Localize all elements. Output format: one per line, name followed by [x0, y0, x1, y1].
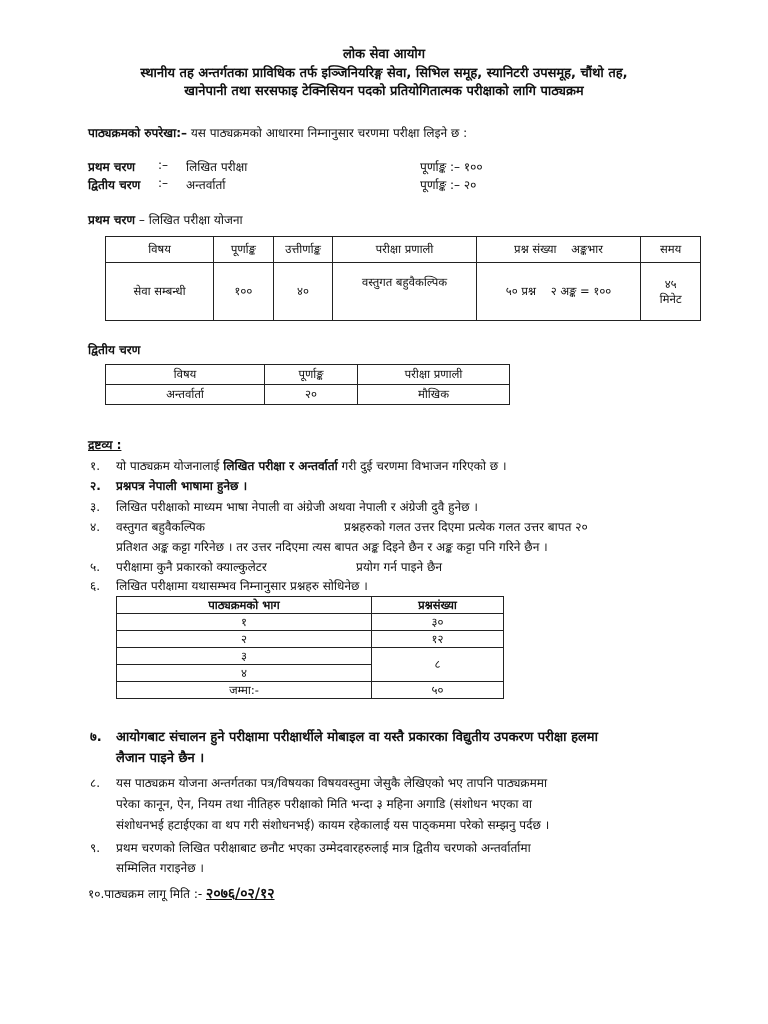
outline-text: यस पाठ्यक्रमको आधारमा निम्नानुसार चरणमा परीक्षा लिइने छ :: [190, 126, 468, 140]
note3: लिखित परीक्षाको माध्यम भाषा नेपाली वा अंग्रेजी अथवा नेपाली र अंग्रेजी दुवै हुनेछ ।: [116, 500, 478, 514]
cell-time: [641, 263, 701, 321]
note9-line1: प्रथम चरणको लिखित परीक्षाबाट छनौट भएका उम्मेदवारहरुलाई मात्र द्वितीय चरणको अन्तर्वार्तामा: [116, 841, 531, 855]
cell-subject: अन्तर्वार्ता: [106, 385, 265, 405]
cell-part: ४: [117, 665, 372, 682]
header-line-2: स्थानीय तह अन्तर्गतका प्राविधिक तर्फ इञ्जिनियरिङ्ग सेवा, सिभिल समूह, स्यानिटरी उपसमूह, चौंथो तह,: [140, 66, 628, 81]
note2: प्रश्नपत्र नेपाली भाषामा हुनेछ ।: [116, 479, 248, 493]
phase2-name: अन्तर्वार्ता: [186, 178, 226, 192]
note7-num: ७.: [90, 730, 102, 745]
table-row: [117, 631, 504, 648]
cell-part: २: [117, 631, 372, 648]
note5-part-b: प्रयोग गर्न पाइने छैन: [356, 560, 443, 574]
note9-num: ९.: [90, 841, 101, 855]
phase1-label: प्रथम चरण: [88, 160, 136, 174]
cell-questions: ५० प्रश्न: [505, 284, 537, 298]
phase2-heading: द्वितीय चरण: [88, 343, 141, 357]
phase2-sep: :–: [158, 176, 169, 190]
header-title: लोक सेवा आयोग: [342, 47, 426, 62]
col-questions-weight: [476, 237, 641, 263]
col-subject: विषय: [106, 237, 214, 263]
cell-full: २०: [265, 385, 358, 405]
phase1-marks: पूर्णाङ्क :– १००: [420, 160, 483, 174]
cell-count: ३०: [372, 614, 504, 631]
table-row: [106, 385, 510, 405]
col-question-count: प्रश्नसंख्या: [372, 597, 504, 614]
table-header-row: [117, 597, 504, 614]
cell-questions-weight: [476, 263, 641, 321]
cell-time-value: ४५: [664, 276, 677, 291]
cell-subject: सेवा सम्बन्धी: [106, 263, 214, 321]
table-row: [117, 648, 504, 665]
col-full-marks: पूर्णाङ्क: [265, 365, 358, 385]
phase1-heading: [88, 211, 243, 228]
note1-num: १.: [90, 459, 101, 473]
col-exam-system: परीक्षा प्रणाली: [358, 365, 510, 385]
note1-post: गरी दुई चरणमा विभाजन गरिएको छ ।: [341, 459, 507, 473]
col-subject: विषय: [106, 365, 265, 385]
note5-part-a: परीक्षामा कुनै प्रकारको क्याल्कुलेटर: [116, 560, 267, 574]
phase2-table: [105, 364, 510, 405]
note3-num: ३.: [90, 500, 101, 514]
cell-part: ३: [117, 648, 372, 665]
note4-part-c: प्रतिशत अङ्क कट्टा गरिनेछ । तर उत्तर नदिएमा त्यस बापत अङ्क दिइने छैन र अङ्क कट्टा पनि गरिने छैन ।: [116, 540, 548, 554]
table-row: [117, 614, 504, 631]
cell-system: मौखिक: [358, 385, 510, 405]
phase1-heading-sub: – लिखित परीक्षा योजना: [138, 213, 243, 227]
header-line-3: खानेपानी तथा सरसफाइ टेक्निसियन पदको प्रतियोगितात्मक परीक्षाको लागि पाठ्यक्रम: [184, 84, 584, 99]
note7-line2: लैजान पाइने छैन ।: [116, 751, 205, 766]
col-syllabus-part: पाठ्यक्रमको भाग: [117, 597, 372, 614]
cell-pass: ४०: [273, 263, 333, 321]
cell-count: १२: [372, 631, 504, 648]
cell-weight: २ अङ्क = १००: [550, 284, 612, 298]
question-distribution-table: [116, 596, 504, 699]
col-full-marks: पूर्णाङ्क: [214, 237, 274, 263]
note9-line2: सम्मिलित गराइनेछ ।: [116, 861, 204, 875]
col-pass-marks: उत्तीर्णाङ्क: [273, 237, 333, 263]
phase1-name: लिखित परीक्षा: [186, 160, 248, 174]
note8-line3: संशोधनभई हटाईएका वा थप गरी संशोधनभई) कायम रहेकालाई यस पाठ्कममा परेको सम्झनु पर्दछ ।: [116, 818, 550, 832]
note4-num: ४.: [90, 520, 101, 534]
cell-full: १००: [214, 263, 274, 321]
note8-num: ८.: [90, 776, 101, 790]
table-header-row: [106, 365, 510, 385]
note7-line1: आयोगबाट संचालन हुने परीक्षामा परीक्षार्थीले मोबाइल वा यस्तै प्रकारका विद्युतीय उपकरण परीक्षा हलमा: [116, 730, 598, 745]
outline-label: पाठ्यक्रमको रुपरेखा:–: [88, 126, 187, 140]
outline-line: [88, 124, 467, 141]
note1-bold: लिखित परीक्षा र अन्तर्वार्ता: [223, 459, 338, 473]
notes-heading: द्रष्टव्य :: [88, 438, 122, 452]
cell-system: वस्तुगत बहुवैकल्पिक: [333, 263, 476, 321]
note8-line1: यस पाठ्यक्रम योजना अन्तर्गतका पत्र/विषयका विषयवस्तुमा जेसुकै लेखिएको भए तापनि पाठ्यक्रममा: [116, 776, 548, 790]
col-exam-system: परीक्षा प्रणाली: [333, 237, 476, 263]
note4-part-b: प्रश्नहरुको गलत उत्तर दिएमा प्रत्येक गलत उत्तर बापत २०: [344, 520, 588, 534]
phase1-table: [105, 236, 701, 321]
note10-label: पाठ्यक्रम लागू मिति :-: [104, 887, 203, 901]
note8-line2: परेका कानून, ऐन, नियम तथा नीतिहरु परीक्षाको मिति भन्दा ३ महिना अगाडि (संशोधन भएका वा: [116, 797, 533, 811]
note4-part-a: वस्तुगत बहुवैकल्पिक: [116, 520, 205, 534]
effective-date: २०७६/०२/१२: [206, 886, 275, 902]
table-header-row: [106, 237, 701, 263]
cell-count: ८: [372, 648, 504, 682]
note6: लिखित परीक्षामा यथासम्भव निम्नानुसार प्रश्नहरु सोधिनेछ ।: [116, 579, 368, 593]
phase1-heading-label: प्रथम चरण: [88, 213, 136, 227]
col-questions: प्रश्न संख्या: [514, 242, 557, 256]
note1-pre: यो पाठ्यक्रम योजनालाई: [116, 459, 220, 473]
cell-total: ५०: [372, 682, 504, 699]
note5-num: ५.: [90, 560, 101, 574]
note10: [88, 884, 275, 903]
phase1-sep: :–: [158, 158, 169, 172]
cell-part: १: [117, 614, 372, 631]
table-row: [106, 263, 701, 321]
note2-num: २.: [90, 479, 101, 493]
note10-num: १०.: [88, 887, 105, 901]
note1: [116, 457, 507, 474]
cell-time-unit: मिनेट: [659, 291, 682, 306]
phase2-marks: पूर्णाङ्क :– २०: [420, 178, 477, 192]
cell-total-label: जम्मा:-: [117, 682, 372, 699]
table-total-row: [117, 682, 504, 699]
note6-num: ६.: [90, 579, 101, 593]
col-weight: अङ्कभार: [571, 242, 603, 256]
col-time: समय: [641, 237, 701, 263]
phase2-label: द्वितीय चरण: [88, 178, 141, 192]
